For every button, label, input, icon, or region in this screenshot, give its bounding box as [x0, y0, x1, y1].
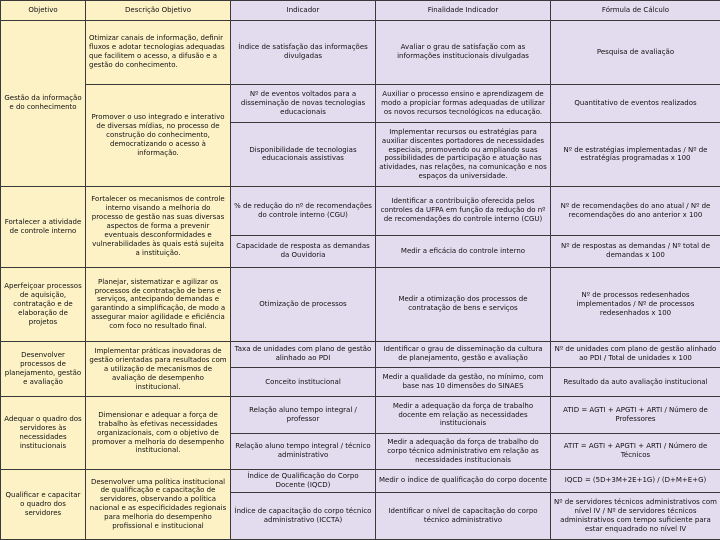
description-cell: Desenvolver uma política institucional de qualificação e capacitação de servidores, observando a política nacional e as especificidades regionais para melhoria do desempenho profissional e institucional [86, 469, 231, 539]
indicator-cell: Nº de eventos voltados para a disseminação de novas tecnologias educacionais [231, 84, 376, 122]
table-row [1, 469, 720, 492]
table-row [1, 84, 720, 122]
indicator-cell: Índice de capacitação do corpo técnico administrativo (ICCTA) [231, 493, 376, 540]
header-objetivo: Objetivo [1, 1, 86, 21]
header-row [1, 1, 720, 21]
description-cell: Fortalecer os mecanismos de controle interno visando a melhoria do processo de gestão nas suas diversas aspectos de forma a prevenir eventuais desconformidades e vulnerabilidades às quais está sujeita a instituição. [86, 186, 231, 267]
header-finalidade: Finalidade Indicador [376, 1, 551, 21]
objective-cell: Qualificar e capacitar o quadro dos servidores [1, 469, 86, 539]
table-row [1, 342, 720, 368]
purpose-cell: Identificar a contribuição oferecida pelos controles da UFPA em função da redução do nº de recomendações do controle interno (CGU) [376, 186, 551, 235]
formula-cell: ATIT = AGTI + APGTI + ARTI / Número de Técnicos [551, 433, 720, 469]
indicator-cell: Conceito institucional [231, 367, 376, 397]
purpose-cell: Auxiliar o processo ensino e aprendizagem de modo a propiciar formas adequadas de utilizar os novos recursos tecnológicos na educação. [376, 84, 551, 122]
objective-cell: Desenvolver processos de planejamento, gestão e avaliação [1, 342, 86, 397]
indicator-cell: Otimização de processos [231, 267, 376, 341]
indicator-cell: Disponibilidade de tecnologias educacionais assistivas [231, 123, 376, 187]
purpose-cell: Medir o índice de qualificação do corpo docente [376, 469, 551, 492]
formula-cell: Nº de processos redesenhados implementados / Nº de processos redesenhados x 100 [551, 267, 720, 341]
formula-cell: ATID = AGTI + APGTI + ARTI / Número de Professores [551, 397, 720, 433]
description-cell: Dimensionar e adequar a força de trabalho às efetivas necessidades organizacionais, com o objetivo de promover a melhoria do desempenho institucional. [86, 397, 231, 469]
formula-cell: Nº de recomendações do ano atual / Nº de recomendações do ano anterior x 100 [551, 186, 720, 235]
formula-cell: IQCD = (5D+3M+2E+1G) / (D+M+E+G) [551, 469, 720, 492]
objective-cell: Fortalecer a atividade de controle interno [1, 186, 86, 267]
formula-cell: Resultado da auto avaliação institucional [551, 367, 720, 397]
indicator-cell: Capacidade de resposta as demandas da Ouvidoria [231, 235, 376, 267]
description-cell: Planejar, sistematizar e agilizar os processos de contratação de bens e serviços, antecipando demandas e garantindo a simplificação, de modo a assegurar maior agilidade e eficiência com foco no resultado final. [86, 267, 231, 341]
purpose-cell: Medir a adequação da força de trabalho do corpo técnico administrativo em relação as necessidades institucionais [376, 433, 551, 469]
header-descricao: Descrição Objetivo [86, 1, 231, 21]
purpose-cell: Avaliar o grau de satisfação com as informações institucionais divulgadas [376, 21, 551, 85]
purpose-cell: Identificar o grau de disseminação da cultura de planejamento, gestão e avaliação [376, 342, 551, 368]
header-formula: Fórmula de Cálculo [551, 1, 720, 21]
table-row [1, 267, 720, 341]
indicator-cell: Relação aluno tempo integral / professor [231, 397, 376, 433]
purpose-cell: Medir a otimização dos processos de contratação de bens e serviços [376, 267, 551, 341]
purpose-cell: Medir a adequação da força de trabalho docente em relação as necessidades institucionais [376, 397, 551, 433]
indicator-cell: Índice de satisfação das informações divulgadas [231, 21, 376, 85]
purpose-cell: Identificar o nível de capacitação do corpo técnico administrativo [376, 493, 551, 540]
table-row [1, 186, 720, 235]
formula-cell: Quantitativo de eventos realizados [551, 84, 720, 122]
description-cell: Otimizar canais de informação, definir fluxos e adotar tecnologias adequadas que facilitem o acesso, a difusão e a gestão do conhecimento. [86, 21, 231, 85]
formula-cell: Nº de servidores técnicos administrativos com nível IV / Nº de servidores técnicos administrativos com tempo suficiente para estar enquadrado no nível IV [551, 493, 720, 540]
purpose-cell: Implementar recursos ou estratégias para auxiliar discentes portadores de necessidades especiais, promovendo ou ampliando suas possibilidades de participação e atuação nas atividades, nas relações, na comunicação e nos espaços da universidade. [376, 123, 551, 187]
indicator-cell: Taxa de unidades com plano de gestão alinhado ao PDI [231, 342, 376, 368]
formula-cell: Nº de respostas as demandas / Nº total de demandas x 100 [551, 235, 720, 267]
purpose-cell: Medir a qualidade da gestão, no mínimo, com base nas 10 dimensões do SINAES [376, 367, 551, 397]
formula-cell: Nº de unidades com plano de gestão alinhado ao PDI / Total de unidades x 100 [551, 342, 720, 368]
formula-cell: Nº de estratégias implementadas / Nº de estratégias programadas x 100 [551, 123, 720, 187]
objective-cell: Gestão da informação e do conhecimento [1, 21, 86, 187]
indicator-cell: Índice de Qualificação do Corpo Docente (IQCD) [231, 469, 376, 492]
objective-cell: Aperfeiçoar processos de aquisição, contratação e de elaboração de projetos [1, 267, 86, 341]
description-cell: Promover o uso integrado e interativo de diversas mídias, no processo de construção do conhecimento, democratizando o acesso à informação. [86, 84, 231, 186]
purpose-cell: Medir a eficácia do controle interno [376, 235, 551, 267]
header-indicador: Indicador [231, 1, 376, 21]
objective-cell: Adequar o quadro dos servidores às necessidades institucionais [1, 397, 86, 469]
description-cell: Implementar práticas inovadoras de gestão orientadas para resultados com a utilização de mecanismos de avaliação de desempenho institucional. [86, 342, 231, 397]
indicator-cell: Relação aluno tempo integral / técnico administrativo [231, 433, 376, 469]
formula-cell: Pesquisa de avaliação [551, 21, 720, 85]
indicator-cell: % de redução do nº de recomendações do controle interno (CGU) [231, 186, 376, 235]
table-row [1, 397, 720, 433]
table-row [1, 21, 720, 85]
